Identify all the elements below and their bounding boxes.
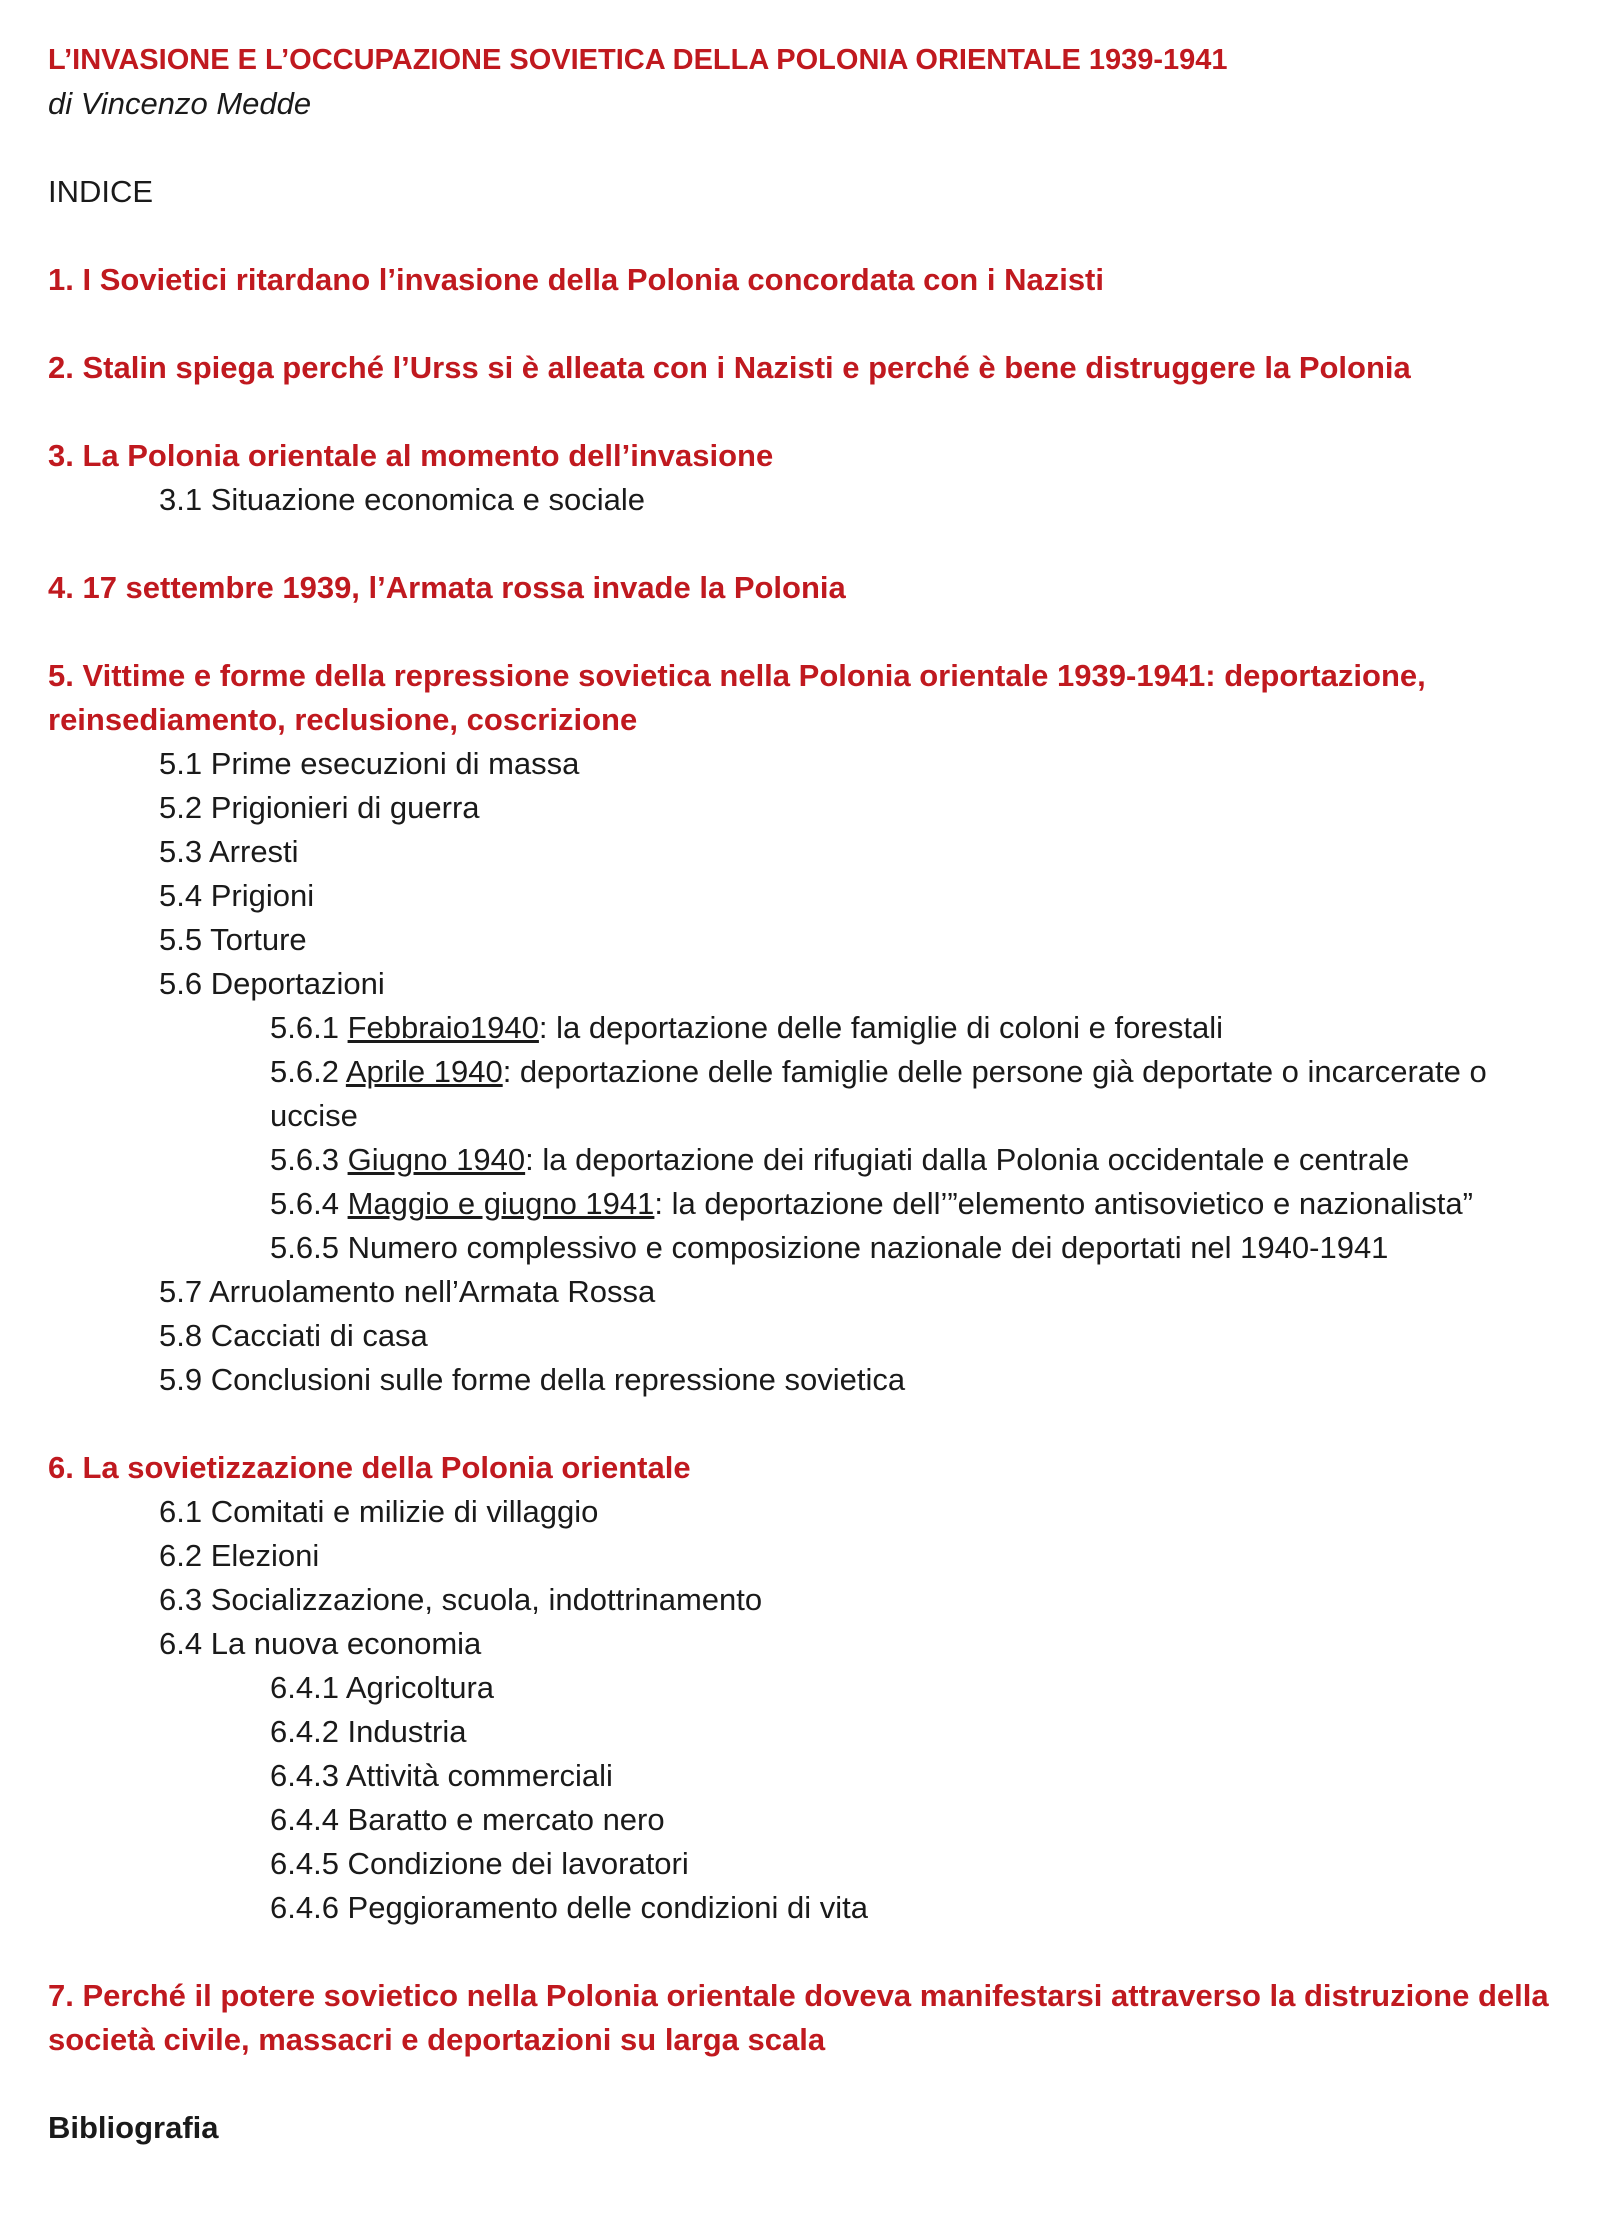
toc-section-title[interactable]: 7. Perché il potere sovietico nella Polonia orientale doveva manifestarsi attraverso la distruzione della società civile, massacri e deportazioni su larga scala	[48, 1978, 1549, 2057]
subsubsection-text: : la deportazione delle famiglie di coloni e forestali	[538, 1010, 1224, 1045]
toc-subsubsection[interactable]: 6.4.5 Condizione dei lavoratori	[270, 1846, 689, 1881]
toc-section-title[interactable]: 4. 17 settembre 1939, l’Armata rossa invade la Polonia	[48, 570, 846, 605]
toc-subsubsection[interactable]	[48, 1182, 1560, 1226]
toc-subsection[interactable]: 5.2 Prigionieri di guerra	[159, 790, 480, 825]
subsubsection-number: 5.6.1	[270, 1010, 339, 1045]
subsubsection-date: Maggio e giugno 1941	[347, 1186, 655, 1221]
toc-section-title[interactable]: 2. Stalin spiega perché l’Urss si è alleata con i Nazisti e perché è bene distruggere la Polonia	[48, 350, 1411, 385]
toc-subsection[interactable]: 5.9 Conclusioni sulle forme della repressione sovietica	[159, 1362, 906, 1397]
toc-subsection[interactable]: 6.3 Socializzazione, scuola, indottrinamento	[159, 1582, 763, 1617]
toc-section-title[interactable]: 1. I Sovietici ritardano l’invasione della Polonia concordata con i Nazisti	[48, 262, 1104, 297]
subsubsection-text: Numero complessivo e composizione nazionale dei deportati nel 1940-1941	[347, 1230, 1389, 1265]
subsubsection-number: 5.6.3	[270, 1142, 339, 1177]
document-author: di Vincenzo Medde	[48, 86, 312, 121]
document-title: L’INVASIONE E L’OCCUPAZIONE SOVIETICA DELLA POLONIA ORIENTALE 1939-1941	[48, 44, 1228, 76]
toc-subsection[interactable]: 3.1 Situazione economica e sociale	[159, 482, 645, 517]
toc-subsection[interactable]: 5.8 Cacciati di casa	[159, 1318, 428, 1353]
toc-section-2	[48, 346, 1560, 390]
toc-subsection[interactable]: 6.2 Elezioni	[159, 1538, 320, 1573]
subsubsection-text: : deportazione delle famiglie delle persone già deportate o incarcerate o uccise	[270, 1054, 1487, 1133]
toc-subsection[interactable]: 5.6 Deportazioni	[159, 966, 385, 1001]
subsubsection-number: 5.6.5	[270, 1230, 339, 1265]
toc-section-title[interactable]: 3. La Polonia orientale al momento dell’invasione	[48, 438, 774, 473]
subsubsection-date: Giugno 1940	[347, 1142, 526, 1177]
subsubsection-number: 5.6.4	[270, 1186, 339, 1221]
subsubsection-date: Febbraio1940	[347, 1010, 539, 1045]
toc-subsection[interactable]: 5.5 Torture	[159, 922, 307, 957]
toc-section-title[interactable]: 5. Vittime e forme della repressione sovietica nella Polonia orientale 1939-1941: deportazione, reinsediamento, reclusione, coscrizione	[48, 658, 1426, 737]
toc-subsubsection[interactable]: 6.4.6 Peggioramento delle condizioni di vita	[270, 1890, 868, 1925]
toc-subsection[interactable]: 5.4 Prigioni	[159, 878, 315, 913]
toc-section-4	[48, 566, 1560, 610]
toc-subsubsection[interactable]: 6.4.2 Industria	[270, 1714, 467, 1749]
toc-section-1	[48, 258, 1560, 302]
table-of-contents	[48, 258, 1560, 2062]
toc-subsubsection[interactable]	[48, 1050, 1560, 1138]
toc-section-title[interactable]: 6. La sovietizzazione della Polonia orientale	[48, 1450, 691, 1485]
subsubsection-number: 5.6.2	[270, 1054, 339, 1089]
toc-subsubsection[interactable]	[48, 1138, 1560, 1182]
toc-subsection[interactable]: 6.4 La nuova economia	[159, 1626, 482, 1661]
toc-section-3	[48, 434, 1560, 522]
subsubsection-text: : la deportazione dell’”elemento antisovietico e nazionalista”	[654, 1186, 1473, 1221]
toc-subsection[interactable]: 5.1 Prime esecuzioni di massa	[159, 746, 580, 781]
toc-subsubsection[interactable]: 6.4.1 Agricoltura	[270, 1670, 495, 1705]
index-heading: INDICE	[48, 174, 154, 209]
toc-subsubsection[interactable]	[48, 1006, 1560, 1050]
toc-section-7	[48, 1974, 1560, 2062]
subsubsection-date: Aprile 1940	[345, 1054, 503, 1089]
toc-subsubsection[interactable]: 6.4.3 Attività commerciali	[270, 1758, 613, 1793]
toc-subsection[interactable]: 6.1 Comitati e milizie di villaggio	[159, 1494, 599, 1529]
toc-subsubsection[interactable]: 6.4.4 Baratto e mercato nero	[270, 1802, 665, 1837]
toc-section-6	[48, 1446, 1560, 1930]
toc-subsubsection[interactable]	[48, 1226, 1560, 1270]
toc-subsection[interactable]: 5.3 Arresti	[159, 834, 299, 869]
bibliography-heading[interactable]: Bibliografia	[48, 2110, 219, 2145]
toc-subsection[interactable]: 5.7 Arruolamento nell’Armata Rossa	[159, 1274, 656, 1309]
toc-section-5	[48, 654, 1560, 1402]
subsubsection-text: : la deportazione dei rifugiati dalla Polonia occidentale e centrale	[525, 1142, 1410, 1177]
